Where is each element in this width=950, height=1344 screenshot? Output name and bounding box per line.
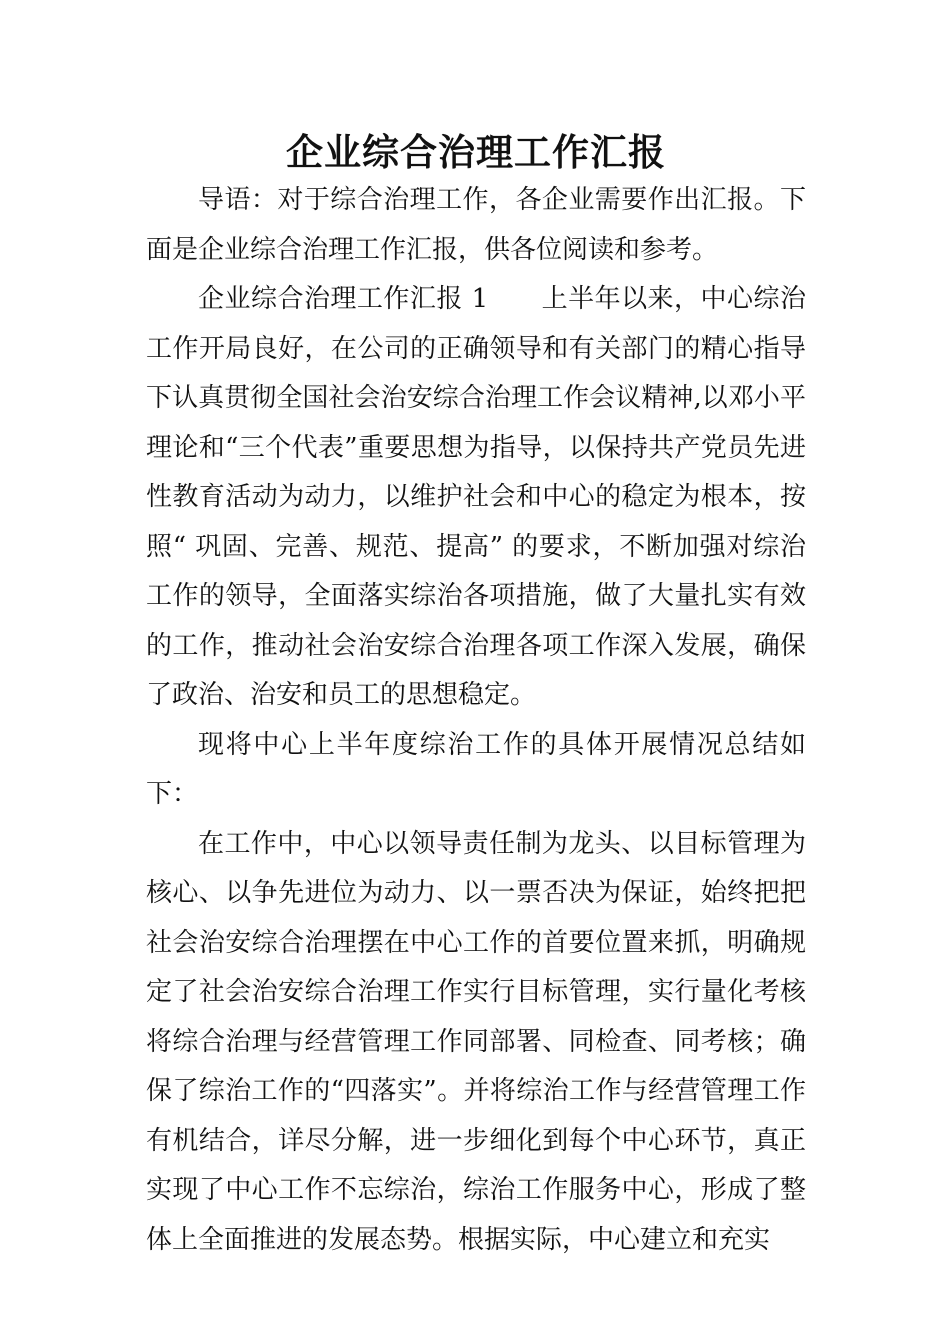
paragraph-work-detail: 在工作中，中心以领导责任制为龙头、以目标管理为核心、以争先进位为动力、以一票否决为保证，始终把把社会治安综合治理摆在中心工作的首要位置来抓，明确规定了社会治安综合治理工作实行目标管理，实行量化考核将综合治理与经营管理工作同部署、同检查、同考核；确保了综治工作的“四落实”。并将综治工作与经营管理工作有机结合，详尽分解，进一步细化到每个中心环节，真正实现了中心工作不忘综治，综治工作服务中心，形成了整体上全面推进的发展态势。根据实际，中心建立和充实 bbox=[146, 828, 806, 1255]
paragraph-intro: 导语：对于综合治理工作，各企业需要作出汇报。下面是企业综合治理工作汇报，供各位阅读和参考。 bbox=[146, 185, 806, 265]
paragraph-report-1: 企业综合治理工作汇报 1 上半年以来，中心综治工作开局良好，在公司的正确领导和有关部门的精心指导下认真贯彻全国社会治安综合治理工作会议精神,以邓小平理论和“三个代表”重要思想为指导，以保持共产党员先进性教育活动为动力，以维护社会和中心的稳定为根本，按照“ 巩固、完善、规范、提高” 的要求，不断加强对综治工作的领导，全面落实综治各项措施，做了大量扎实有效的工作，推动社会治安综合治理各项工作深入发展，确保了政治、治安和员工的思想稳定。 bbox=[146, 284, 806, 710]
document-title: 企业综合治理工作汇报 bbox=[286, 130, 666, 174]
document-body bbox=[146, 176, 806, 1265]
paragraph-summary-lead: 现将中心上半年度综治工作的具体开展情况总结如下： bbox=[146, 729, 806, 809]
